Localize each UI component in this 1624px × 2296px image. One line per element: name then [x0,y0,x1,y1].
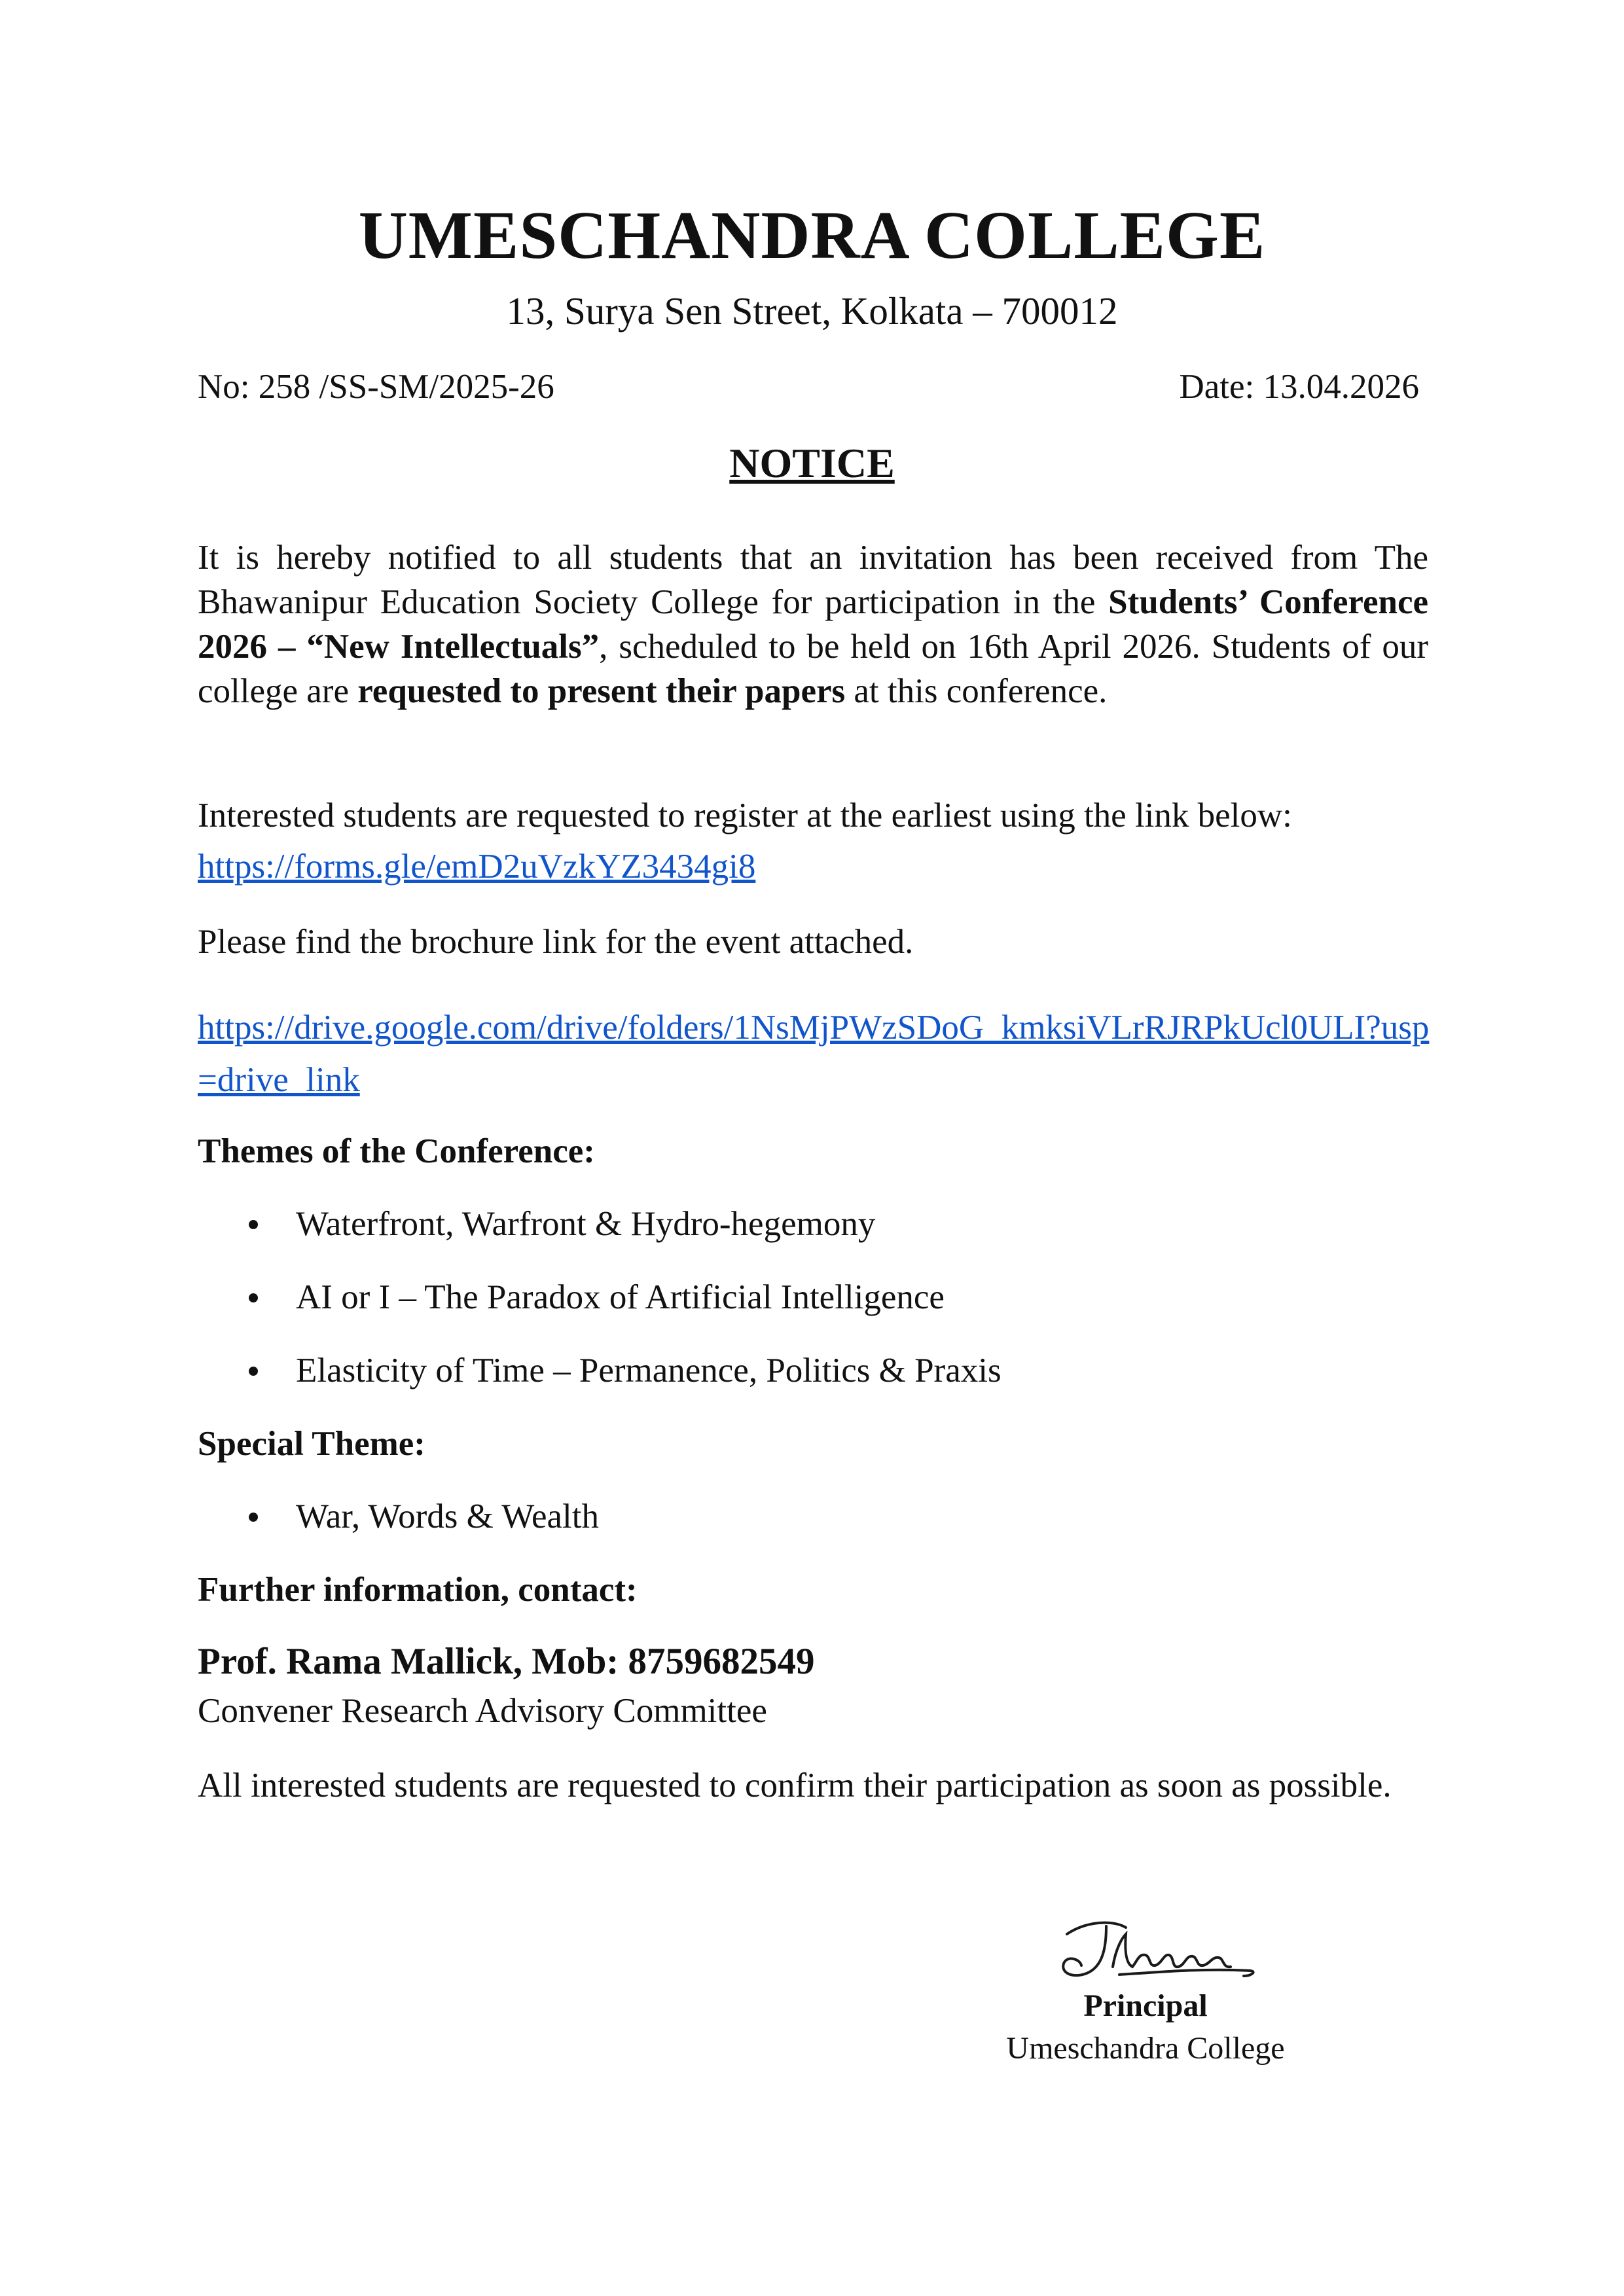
theme-text: Waterfront, Warfront & Hydro-hegemony [296,1205,876,1243]
contact-name: Prof. Rama Mallick, Mob: 8759682549 [198,1641,815,1682]
theme-text: AI or I – The Paradox of Artificial Intelligence [296,1278,945,1316]
registration-paragraph: Interested students are requested to register at the earliest using the link below: [198,797,1292,834]
signatory-institution: Umeschandra College [1006,2031,1285,2066]
themes-heading: Themes of the Conference: [198,1132,595,1170]
brochure-link[interactable]: https://drive.google.com/drive/folders/1NsMjPWzSDoG_kmksiVLrRJRPkUcl0ULI?usp=drive_link [198,1009,1430,1099]
invitation-paragraph [198,535,1428,713]
registration-link[interactable]: https://forms.gle/emD2uVzkYZ3434gi8 [198,848,756,886]
invitation-text-2: , scheduled to be held on 16th April 2026. Students of our college are [198,628,1428,710]
notice-date: Date: 13.04.2026 [1179,368,1419,406]
college-name: UMESCHANDRA COLLEGE [358,198,1266,273]
list-item [198,1494,1428,1568]
reference-number: No: 258 /SS-SM/2025-26 [198,368,554,406]
invitation-text-3: at this conference. [845,672,1108,710]
special-theme-text: War, Words & Wealth [296,1498,599,1535]
college-address: 13, Surya Sen Street, Kolkata – 700012 [506,289,1118,332]
bullet-icon [249,1220,258,1229]
signature-icon [1041,1908,1276,1993]
closing-paragraph: All interested students are requested to confirm their participation as soon as possible. [198,1767,1392,1804]
bullet-icon [249,1367,258,1376]
invitation-text-1: It is hereby notified to all students that an invitation has been received from The Bhawanipur Education Society College for participation in the [198,539,1428,621]
brochure-paragraph: Please find the brochure link for the event attached. [198,923,914,961]
theme-text: Elasticity of Time – Permanence, Politics & Praxis [296,1352,1001,1390]
contact-heading: Further information, contact: [198,1571,638,1609]
themes-list [198,1202,1428,1422]
bullet-icon [249,1293,258,1302]
list-item [198,1202,1428,1275]
signatory-title: Principal [1083,1988,1208,2023]
special-theme-list [198,1494,1428,1568]
special-theme-heading: Special Theme: [198,1425,425,1463]
list-item [198,1275,1428,1348]
conference-name: Students’ Conference 2026 – “New Intellectuals” [198,583,1428,666]
notice-title: NOTICE [729,440,895,486]
contact-role: Convener Research Advisory Committee [198,1692,767,1730]
list-item [198,1348,1428,1422]
request-emphasis: requested to present their papers [357,672,846,710]
bullet-icon [249,1513,258,1522]
